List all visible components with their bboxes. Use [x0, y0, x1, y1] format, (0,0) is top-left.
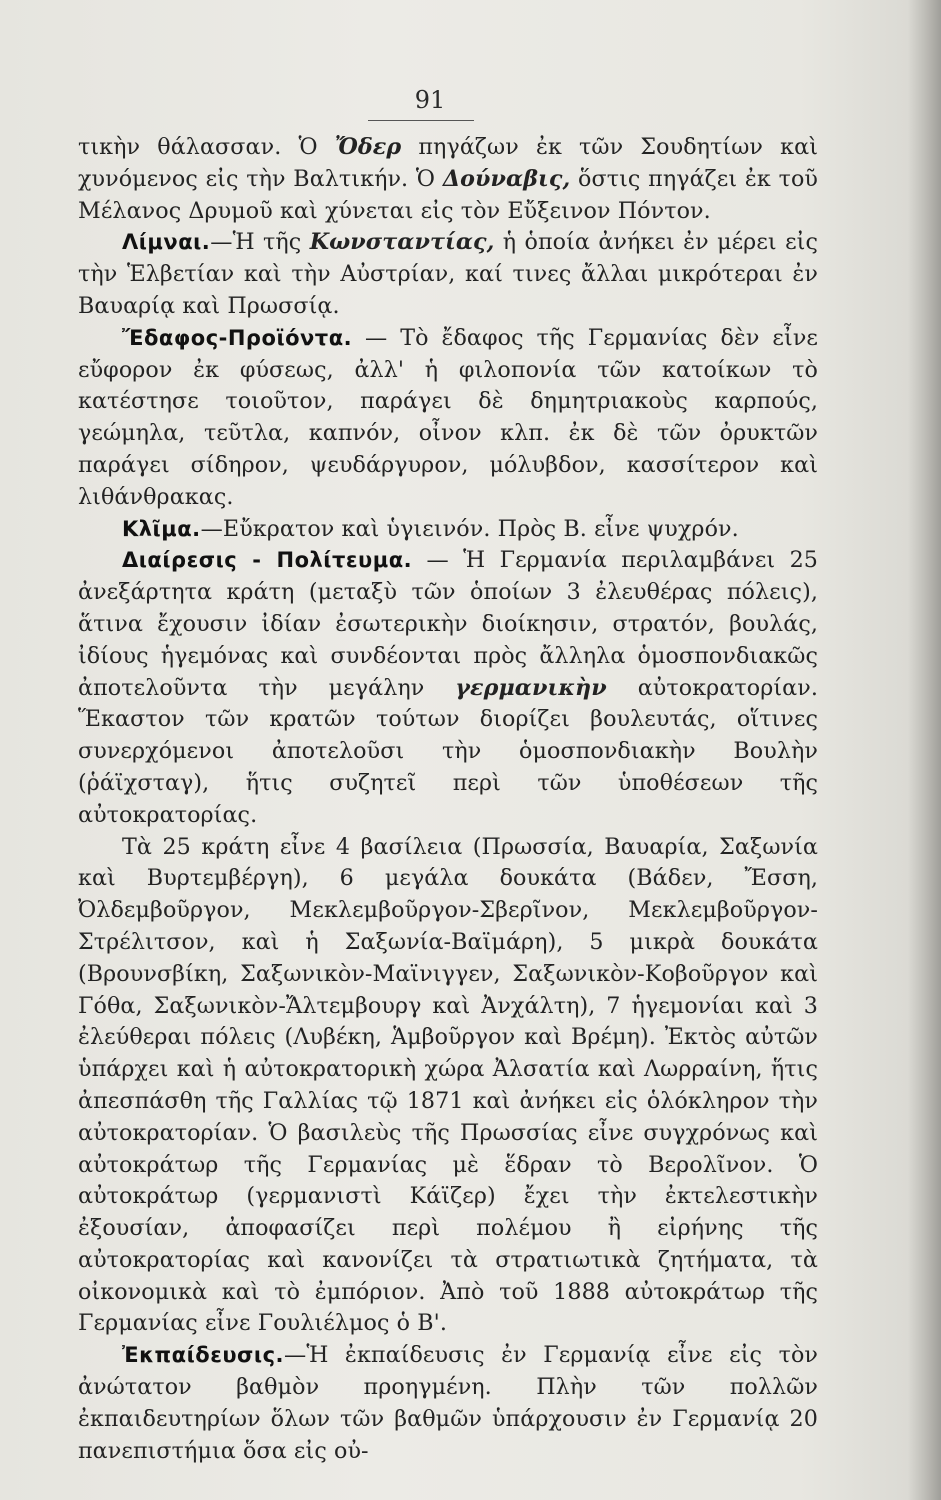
text-span: —Ἡ τῆς: [210, 229, 310, 256]
paragraph-education: [78, 1340, 818, 1467]
paragraph-climate: [78, 514, 818, 546]
emphasis-danube: Δούναβις,: [442, 165, 571, 192]
text-span: — Ἡ Γερμανία περιλαμβάνει 25 ἀνεξάρτητα κράτη (μεταξὺ τῶν ὁποίων 3 ἐλευθέρας πόλεις), ἅτινα ἔχουσιν ἰδίαν ἐσωτερικὴν διοίκησιν, στρατόν, βουλάς, ἰδίους ἡγεμόνας καὶ συνδέονται πρὸς ἄλληλα ὁμοσπονδιακῶς ἀποτελοῦντα τὴν μεγάλην: [78, 547, 818, 701]
text-span: πηγάζων ἐκ τῶν Σουδητίων καὶ χυνόμενος εἰς τὴν Βαλτικήν. Ὁ: [78, 134, 818, 192]
text-span: Τὰ 25 κράτη εἶνε 4 βασίλεια (Πρωσσία, Βαυαρία, Σαξωνία καὶ Βυρτεμβέργη), 6 μεγάλα δουκάτα (Βάδεν, Ἔσση, Ὀλδεμβοῦργον, Μεκλεμβοῦργον-Σβερῖνον, Μεκλεμβοῦργον-Στρέλιτσον, καὶ ἡ Σαξωνία-Βαϊμάρη), 5 μικρὰ δουκάτα (Βρουνσβίκη, Σαξωνικὸν-Μαϊνιγγεν, Σαξωνικὸν-Κοβοῦργον καὶ Γόθα, Σαξωνικὸν-Ἄλτεμβουργ καὶ Ἀνχάλτη), 7 ἡγεμονίαι καὶ 3 ἐλεύθεραι πόλεις (Λυβέκη, Ἁμβοῦργον καὶ Βρέμη). Ἐκτὸς αὐτῶν ὑπάρχει καὶ ἡ αὐτοκρατορικὴ χώρα Ἀλσατία καὶ Λωρραίνη, ἥτις ἀπεσπάσθη τῆς Γαλλίας τῷ 1871 καὶ ἀνήκει εἰς ὁλόκληρον τὴν αὐτοκρατορίαν. Ὁ βασιλεὺς τῆς Πρωσσίας εἶνε συγχρόνως καὶ αὐτοκράτωρ τῆς Γερμανίας μὲ ἕδραν τὸ Βερολῖνον. Ὁ αὐτοκράτωρ (γερμανιστὶ Κάϊζερ) ἔχει τὴν ἐκτελεστικὴν ἐξουσίαν, ἀποφασίζει περὶ πολέμου ἢ εἰρήνης τῆς αὐτοκρατορίας καὶ κανονίζει τὰ στρατιωτικὰ ζητήματα, τὰ οἰκονομικὰ καὶ τὸ ἐμπόριον. Ἀπὸ τοῦ 1888 αὐτοκράτωρ τῆς Γερμανίας εἶνε Γουλιέλμος ὁ Β'.: [78, 833, 818, 1337]
heading-soil-products: Ἔδαφος-Προϊόντα.: [122, 325, 353, 350]
paragraph-division-polity: [78, 545, 818, 831]
text-span: τικὴν θάλασσαν. Ὁ: [78, 134, 335, 160]
emphasis-germanic: γερμανικὴν: [455, 674, 607, 701]
text-span: ἡ ὁποία ἀνήκει ἐν μέρει εἰς τὴν Ἑλβετίαν καὶ τὴν Αὐστρίαν, καί τινες ἄλλαι μικρότεραι ἐν Βαυαρίᾳ καὶ Πρωσσίᾳ.: [78, 229, 818, 319]
page-binding-shadow: [907, 0, 941, 1500]
heading-climate: Κλῖμα.: [122, 516, 201, 541]
page-body: [78, 132, 818, 1467]
emphasis-oder: Ὄδερ: [334, 134, 402, 160]
heading-division-polity: Διαίρεσις - Πολίτευμα.: [122, 548, 413, 573]
paragraph-lakes: [78, 227, 818, 322]
text-span: — Τὸ ἔδαφος τῆς Γερμανίας δὲν εἶνε εὔφορον ἐκ φύσεως, ἀλλ' ἡ φιλοπονία τῶν κατοίκων τὸ κατέστησε τοιοῦτον, παράγει δὲ δημητριακοὺς καρπούς, γεώμηλα, τεῦτλα, καπνόν, οἶνον κλπ. ἐκ δὲ τῶν ὀρυκτῶν παράγει σίδηρον, ψευδάργυρον, μόλυβδον, κασσίτερον καὶ λιθάνθρακας.: [78, 324, 818, 510]
page-number: 91: [414, 86, 446, 114]
paragraph-states: [78, 832, 818, 1341]
text-span: —Ἡ ἐκπαίδευσις ἐν Γερμανίᾳ εἶνε εἰς τὸν ἀνώτατον βαθμὸν προηγμένη. Πλὴν τῶν πολλῶν ἐκπαιδευτηρίων ὅλων τῶν βαθμῶν ὑπάρχουσιν ἐν Γερμανίᾳ 20 πανεπιστήμια ὅσα εἰς οὐ-: [78, 1342, 818, 1464]
text-span: —Εὔκρατον καὶ ὑγιεινόν. Πρὸς Β. εἶνε ψυχρόν.: [200, 515, 739, 542]
paragraph-rivers: [78, 132, 818, 227]
heading-lakes: Λίμναι.: [122, 230, 211, 255]
text-span: αὐτοκρατορίαν. Ἕκαστον τῶν κρατῶν τούτων διορίζει βουλευτάς, οἵτινες συνερχόμενοι ἀποτελοῦσι τὴν ὁμοσπονδιακὴν Βουλὴν (ῥάϊχσταγ), ἥτις συζητεῖ περὶ τῶν ὑποθέσεων τῆς αὐτοκρατορίας.: [78, 674, 819, 828]
emphasis-constance: Κωνσταντίας,: [309, 229, 495, 256]
heading-education: Ἐκπαίδευσις.: [122, 1343, 285, 1368]
page-number-rule: [368, 120, 474, 121]
paragraph-soil-products: [78, 323, 818, 514]
text-span: ὅστις πηγάζει ἐκ τοῦ Μέλανος Δρυμοῦ καὶ χύνεται εἰς τὸν Εὔξεινον Πόντον.: [78, 165, 818, 224]
